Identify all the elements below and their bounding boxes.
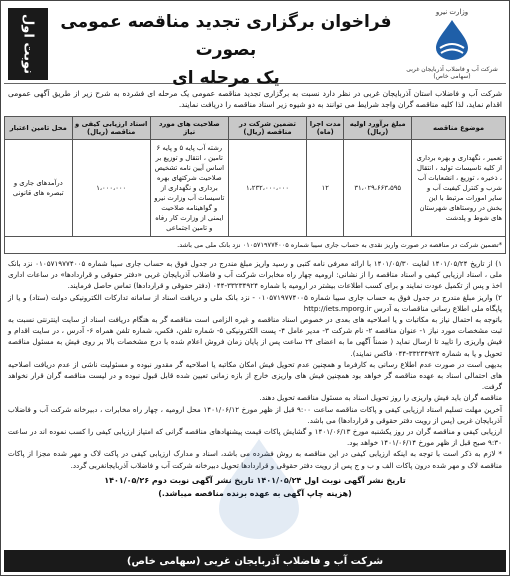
col-duration: مدت اجرا (ماه) xyxy=(307,117,344,140)
col-subject: موضوع مناقصه xyxy=(412,117,506,140)
guarantee-note: *تضمین شرکت در مناقصه در صورت واریز نقدی به حساب جاری سیبا شماره ۰۱۰۵۷۱۹۷۷۴۰۰۵ نزد بانک ملی می باشد. xyxy=(5,237,506,254)
table-note-row xyxy=(5,237,506,254)
col-qualification: صلاحیت های مورد نیاز xyxy=(150,117,228,140)
cell-qualification: رشته آب پایه ۵ و پایه ۶ تامین ، انتقال و توزیع بر اساس آیین نامه تشخیص صلاحیت شرکتهای بهره برداری و نگهداری از تاسیسات آب وزارت نیرو و گواهینامه صلاحیت ایمنی از وزارت کار رفاه و تامین اجتماعی xyxy=(150,140,228,237)
clause-1: ۱) از تاریخ ۱۴۰۱/۰۵/۲۴ لغایت ۱۴۰۱/۰۵/۳۰ با ارائه معرفی نامه کتبی و رسید واریز مبلغ مندرج در جدول فوق به حساب جاری سیبا شماره ۰۱۰۵۷۱۹۷۷۴۰۰۵ نزد بانک ملی ، اسناد ارزیابی کیفی و اسناد مناقصه را از نشانی: ارومیه چهار راه مخابرات شرکت آب و فاضلاب آذربایجان غربی «دفتر حقوقی و قراردادها» در ساعات اداری اخذ و پس از تکمیل عودت نمایند و برای کسب اطلاعات بیشتر در ارومیه با شماره ۳۳۲۳۴۹۲۴-۰۴۴ (دفتر حقوقی و قراردادها) تماس حاصل فرمایند. xyxy=(8,259,502,291)
ad-cost-note: (هزینه چاپ آگهی به عهده برنده مناقصه میباشد.) xyxy=(158,489,352,499)
clause-6: آخرین مهلت تسلیم اسناد ارزیابی کیفی و پاکات مناقصه ساعت ۹:۰۰ قبل از ظهر مورخ ۱۴۰۱/۰۶/۱۲ محل ارومیه ، چهار راه مخابرات ، دبیرخانه شرکت آب و فاضلاب آذربایجان غربی (پس از رویت دفتر حقوقی و قراردادها) می باشد. xyxy=(8,404,502,425)
table-row xyxy=(5,140,506,237)
cell-duration: ۱۲ xyxy=(307,140,344,237)
company-footer: شرکت آب و فاضلاب آذربایجان غربی (سهامی خاص) xyxy=(4,550,506,572)
clause-5: مناقصه گران باید فیش واریزی را روز تحویل اسناد به مسئول مناقصه تحویل دهند. xyxy=(259,393,502,403)
ministry-label: وزارت نیرو xyxy=(435,8,469,16)
tender-table xyxy=(4,116,506,254)
publication-dates: تاریخ نشر آگهی نوبت اول ۱۴۰۱/۰۵/۲۴ تاریخ نشر آگهی نوبت دوم ۱۴۰۱/۰۵/۲۶ xyxy=(104,475,406,485)
title-line-2: یک مرحله ای xyxy=(172,68,280,88)
cell-guarantee: ۱،۲۳۲،۰۰۰،۰۰۰ xyxy=(228,140,306,237)
clause-7: ارزیابی کیفی و مناقصه گران در روز یکشنبه مورخ ۱۴۰۱/۰۶/۱۳ و گشایش پاکات قیمت پیشنهادهای مناقصه گرانی که امتیاز ارزیابی کیفی را کسب نموده اند در ساعت ۹:۳۰ صبح قبل از ظهر مورخ ۱۴۰۱/۰۶/۱۴ خواهد بود. xyxy=(8,427,502,448)
notice-header xyxy=(4,4,506,88)
first-round-badge: نوبت اول xyxy=(8,8,48,80)
table-header-row xyxy=(5,117,506,140)
company-name-small: شرکت آب و فاضلاب آذربایجان غربی (سهامی خاص) xyxy=(406,66,498,80)
col-docs-fee: اسناد ارزیابی کیفی و مناقصه (ریال) xyxy=(72,117,150,140)
notice-title xyxy=(54,8,398,92)
col-estimate: مبلغ برآورد اولیه (ریال) xyxy=(344,117,412,140)
clause-4: بدیهی است در صورت عدم اطلاع رسانی به کارفرما و همچنین عدم تحویل فیش امکان مکاتبه یا اصلاحیه گر مقدور نبوده و مسئولیت ناشی از عدم دریافت اصلاحیه های احتمالی اسناد به عهده مناقصه گر خواهد بود همچنین فیش های واریزی خارج از بازه زمانی تعیین شده قابل قبول نبوده و در لیست مناقصه گران قرار نخواهد گرفت. xyxy=(8,359,502,392)
cell-docs-fee: ۱،۰۰۰،۰۰۰ xyxy=(72,140,150,237)
cell-subject: تعمیر ، نگهداری و بهره برداری از کلیه تاسیسات تولید ، انتقال ، ذخیره ، توزیع ، انشعابات آب شرب و کنترل کیفیت آب و سایر امورات مرتبط با این بخش در روستاهای شهرستان های شوط و پلدشت xyxy=(412,140,506,237)
col-guarantee: تضمین شرکت در مناقصه (ریال) xyxy=(228,117,306,140)
water-drop-logo-icon xyxy=(428,18,476,62)
clause-3: باتوجه به احتمال نیاز به مکاتبات و یا اصلاحیه های بعدی در خصوص اسناد مناقصه و غیره الزامی است مناقصه گر به هنگام دریافت اسناد از سایت اینترنتی نسبت به ثبت مشخصات مورد نیاز ۱- عنوان مناقصه ۲- نام شرکت ۳- مدیر عامل ۴- پست الکترونیکی ۵- شماره تلفن، فکس، شماره تلفن همراه ۶- آدرس ، در سایت اقدام و فیش واریزی را تایید تا ارسال نماید ( ضمناً آگهی ما به اعضای ۲۴ ساعت پس از پایان زمان فروش اعلام شده با درج مشخصات بالا بر روی فیش به مسئول مناقصه تحویل و یا به شماره ۳۳۲۳۴۹۲۴-۰۴۴ فاکس نمایند). xyxy=(8,315,502,358)
cell-funding: درآمدهای جاری و تبصره های قانونی xyxy=(5,140,73,237)
cell-estimate: ۳۱،۰۲۹،۶۶۳،۵۹۵ xyxy=(344,140,412,237)
col-funding: محل تامین اعتبار xyxy=(5,117,73,140)
title-line-1: فراخوان برگزاری تجدید مناقصه عمومی بصورت xyxy=(60,12,392,60)
company-logo xyxy=(402,8,502,80)
clause-8: * لازم به ذکر است با توجه به اینکه ارزیابی کیفی در این مناقصه به روش فشرده می باشد، اسناد و مدارک ارزیابی کیفی در پاکت لاک و مهر شده مجزا از پاکات مناقصه لاک و مهر شده درون پاکات الف و ب و ج پس از رویت دفتر حقوقی و قراردادها تحویل دبیرخانه شرکت آب و فاضلاب آذربایجانغربی گردد. xyxy=(8,449,502,470)
clause-2: ۲) واریز مبلغ مندرج در جدول فوق به حساب جاری سیبا شماره ۰۱۰۵۷۱۹۷۷۴۰۰۵ - نزد بانک ملی و دریافت اسناد از سامانه تدارکات الکترونیکی دولت (ستاد) و یا از پایگاه ملی اطلاع رسانی مناقصات به آدرس http://iets.mporg.ir xyxy=(8,292,503,313)
notice-clauses xyxy=(4,254,506,499)
intro-text: شرکت آب و فاضلاب استان آذربایجان غربی در نظر دارد نسبت به برگزاری تجدید مناقصه عمومی یک مرحله ای فشرده به شرح زیر از طریق آگهی عمومی اقدام نماید، لذا کلیه مناقصه گران واجد شرایط می توانند به دو شیوه زیر اسناد مناقصه را دریافت نمایند. xyxy=(8,89,502,109)
